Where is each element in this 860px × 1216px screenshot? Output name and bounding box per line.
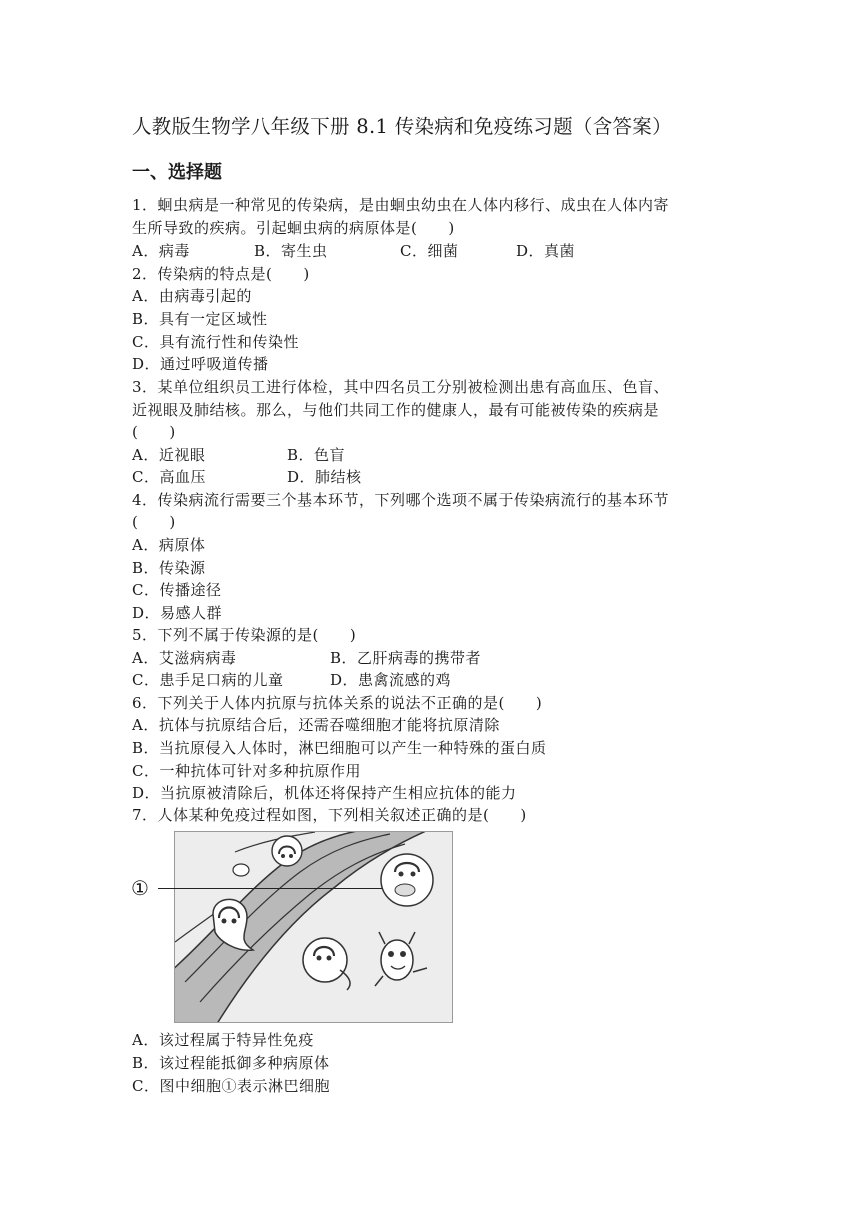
option-d: D．真菌 <box>516 242 576 260</box>
question-2-option-d: D．通过呼吸道传播 <box>132 355 269 373</box>
question-6-option-c: C．一种抗体可针对多种抗原作用 <box>132 762 361 780</box>
option-b: B．乙肝病毒的携带者 <box>330 649 482 667</box>
option-a: A．近视眼 <box>132 446 206 464</box>
section-heading: 一、选择题 <box>132 162 222 183</box>
figure-label-1: ① <box>131 876 149 900</box>
question-1-stem-line-2: 生所导致的疾病。引起蛔虫病的病原体是( ) <box>132 219 455 237</box>
question-7-option-a: A．该过程属于特异性免疫 <box>132 1031 314 1049</box>
question-2-option-b: B．具有一定区域性 <box>132 310 268 328</box>
white-blood-cell-in-vessel <box>272 836 302 866</box>
label-leader-line <box>158 888 382 889</box>
question-2-option-c: C．具有流行性和传染性 <box>132 333 299 351</box>
option-c: C．细菌 <box>400 242 459 260</box>
question-1-options <box>132 240 575 262</box>
question-6-option-a: A．抗体与抗原结合后，还需吞噬细胞才能将抗原清除 <box>132 716 500 734</box>
document-title: 人教版生物学八年级下册 8.1 传染病和免疫练习题（含答案） <box>132 115 672 138</box>
option-d: D．肺结核 <box>287 468 362 486</box>
option-b: B．色盲 <box>287 446 346 464</box>
option-d: D．患禽流感的鸡 <box>330 671 452 689</box>
question-3-options-row-2 <box>132 466 362 488</box>
question-7-option-c: C．图中细胞①表示淋巴细胞 <box>132 1077 330 1095</box>
question-4-option-c: C．传播途径 <box>132 581 222 599</box>
question-4-option-d: D．易感人群 <box>132 604 223 622</box>
question-7-option-b: B．该过程能抵御多种病原体 <box>132 1054 330 1072</box>
question-4-option-b: B．传染源 <box>132 559 206 577</box>
question-5-options-row-1 <box>132 647 481 669</box>
question-3-stem-line-3: ( ) <box>132 423 176 441</box>
option-a: A．艾滋病病毒 <box>132 649 237 667</box>
option-b: B．寄生虫 <box>254 242 328 260</box>
question-4-stem-line-2: ( ) <box>132 513 176 531</box>
question-2-stem: 2．传染病的特点是( ) <box>132 265 310 283</box>
immune-process-figure <box>174 831 453 1023</box>
question-3-options-row-1 <box>132 444 345 466</box>
option-c: C．高血压 <box>132 468 206 486</box>
question-3-stem-line-2: 近视眼及肺结核。那么，与他们共同工作的健康人，最有可能被传染的疾病是 <box>132 401 660 419</box>
white-blood-cell-lower <box>303 938 350 990</box>
question-1-stem-line-1: 1．蛔虫病是一种常见的传染病，是由蛔虫幼虫在人体内移行、成虫在人体内寄 <box>132 196 670 214</box>
option-a: A．病毒 <box>132 242 190 260</box>
question-7-stem: 7．人体某种免疫过程如图，下列相关叙述正确的是( ) <box>132 806 527 824</box>
question-2-option-a: A．由病毒引起的 <box>132 287 252 305</box>
question-5-options-row-2 <box>132 669 451 691</box>
question-5-stem: 5．下列不属于传染源的是( ) <box>132 626 357 644</box>
question-4-option-a: A．病原体 <box>132 536 206 554</box>
question-3-stem-line-1: 3．某单位组织员工进行体检，其中四名员工分别被检测出患有高血压、色盲、 <box>132 378 670 396</box>
phagocyte-cell-1 <box>381 854 433 906</box>
question-6-option-b: B．当抗原侵入人体时，淋巴细胞可以产生一种特殊的蛋白质 <box>132 739 547 757</box>
bacterium-figure <box>375 932 427 986</box>
option-c: C．患手足口病的儿童 <box>132 671 284 689</box>
question-6-stem: 6．下列关于人体内抗原与抗体关系的说法不正确的是( ) <box>132 694 543 712</box>
question-6-option-d: D．当抗原被清除后，机体还将保持产生相应抗体的能力 <box>132 784 517 802</box>
immune-illustration <box>175 832 452 1022</box>
question-4-stem-line-1: 4．传染病流行需要三个基本环节，下列哪个选项不属于传染病流行的基本环节 <box>132 491 670 509</box>
